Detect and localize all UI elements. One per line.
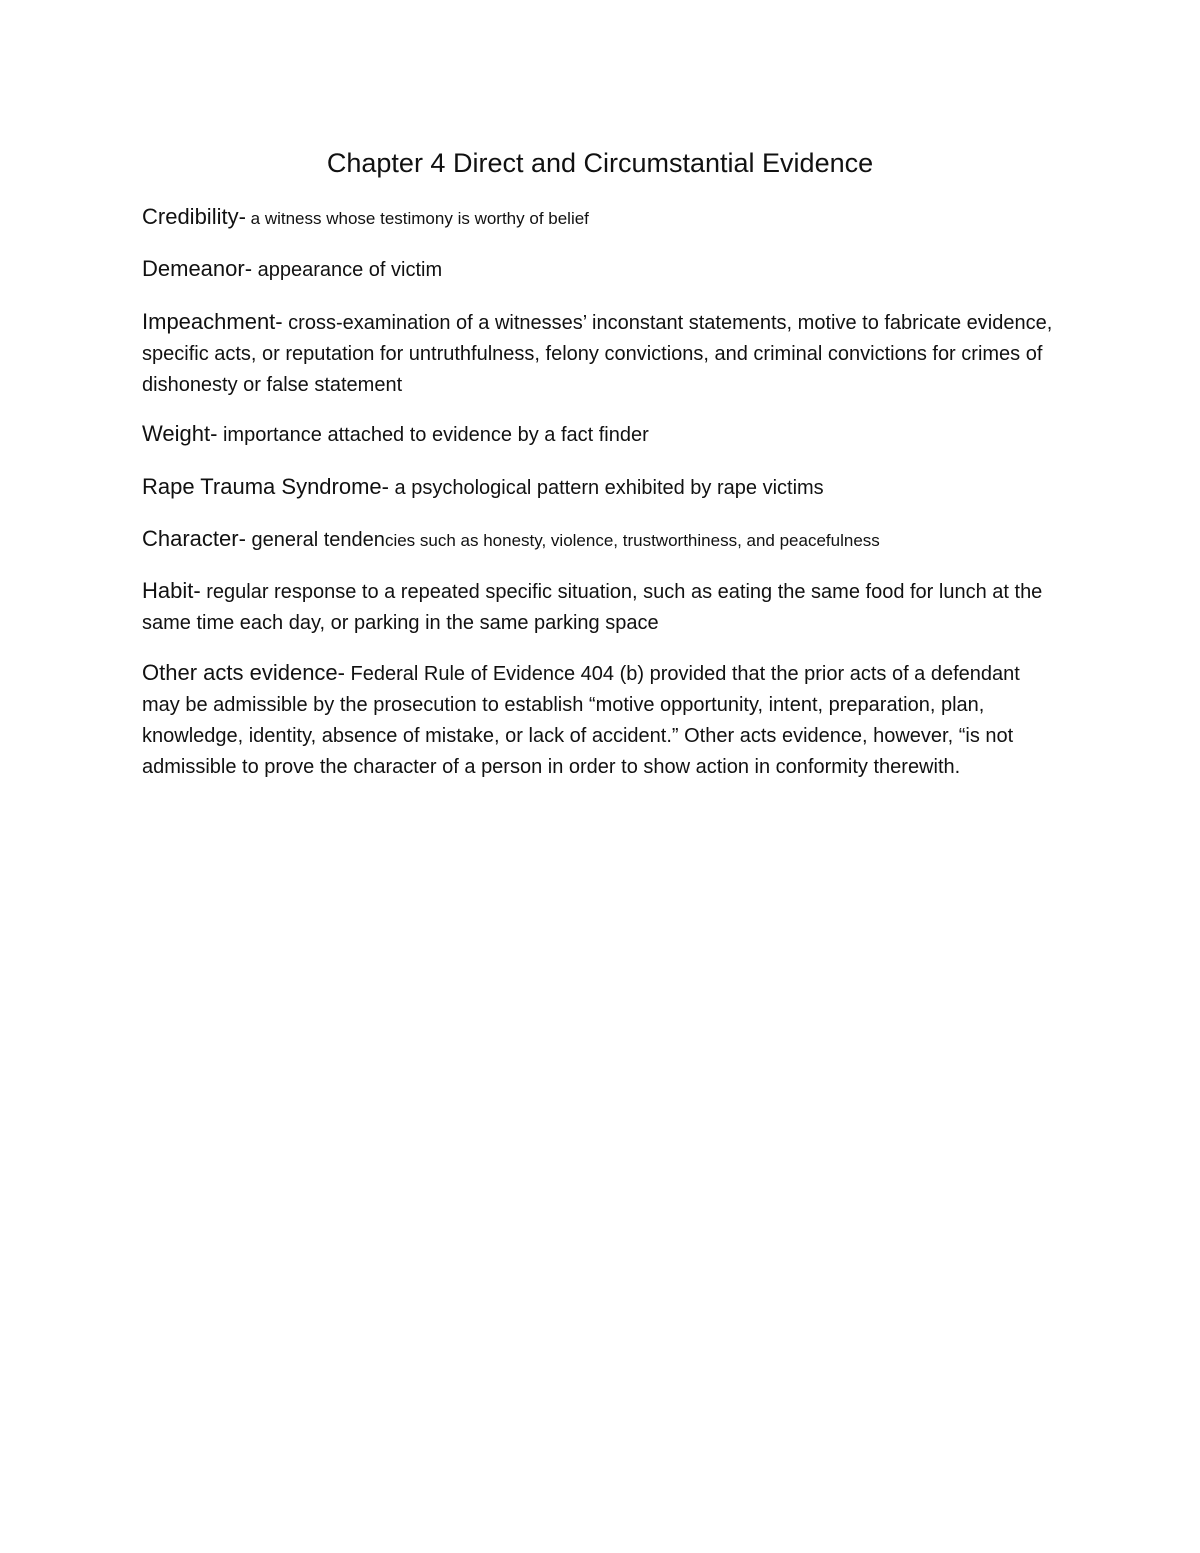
term: Weight- (142, 421, 218, 446)
term: Rape Trauma Syndrome- (142, 474, 389, 499)
definition: a witness whose testimony is worthy of belief (245, 209, 589, 228)
definition: appearance of victim (252, 259, 443, 281)
definition: importance attached to evidence by a fact finder (217, 424, 649, 446)
definition: Federal Rule of Evidence 404 (b) provided that the prior acts of a defendant may be admissible by the prosecution to establish “motive opportunity, intent, preparation, plan, knowledge, identity, absence of mistake, or lack of accident.” Other acts evidence, however, “is not admissible to prove the character of a person in order to show action in conformity therewith. (142, 663, 1020, 778)
term: Character- (142, 526, 246, 551)
term: Demeanor- (142, 256, 253, 281)
term: Other acts evidence- (142, 660, 345, 685)
term: Habit- (142, 578, 201, 603)
term: Credibility- (142, 204, 246, 229)
definition: a psychological pattern exhibited by rape victims (389, 477, 824, 499)
page-title: Chapter 4 Direct and Circumstantial Evidence (326, 148, 874, 178)
entry-rape-trauma-syndrome (142, 471, 1062, 504)
entry-impeachment (142, 306, 1062, 401)
entry-character (142, 523, 1062, 556)
entry-habit (142, 575, 1062, 639)
definition: cross-examination of a witnesses’ inconstant statements, motive to fabricate evidence, specific acts, or reputation for untruthfulness, felony convictions, and criminal convictions for crimes of dishonesty or false statement (142, 312, 1053, 396)
definition: regular response to a repeated specific situation, such as eating the same food for lunch at the same time each day, or parking in the same parking space (142, 581, 1043, 634)
term: Impeachment- (142, 309, 283, 334)
entry-credibility (142, 201, 1062, 234)
definition-continued: cies such as honesty, violence, trustworthiness, and peacefulness (384, 531, 880, 550)
entry-other-acts-evidence (142, 657, 1062, 783)
entry-demeanor (142, 253, 1062, 286)
entry-weight (142, 418, 1062, 451)
definition: general tenden (245, 529, 385, 551)
